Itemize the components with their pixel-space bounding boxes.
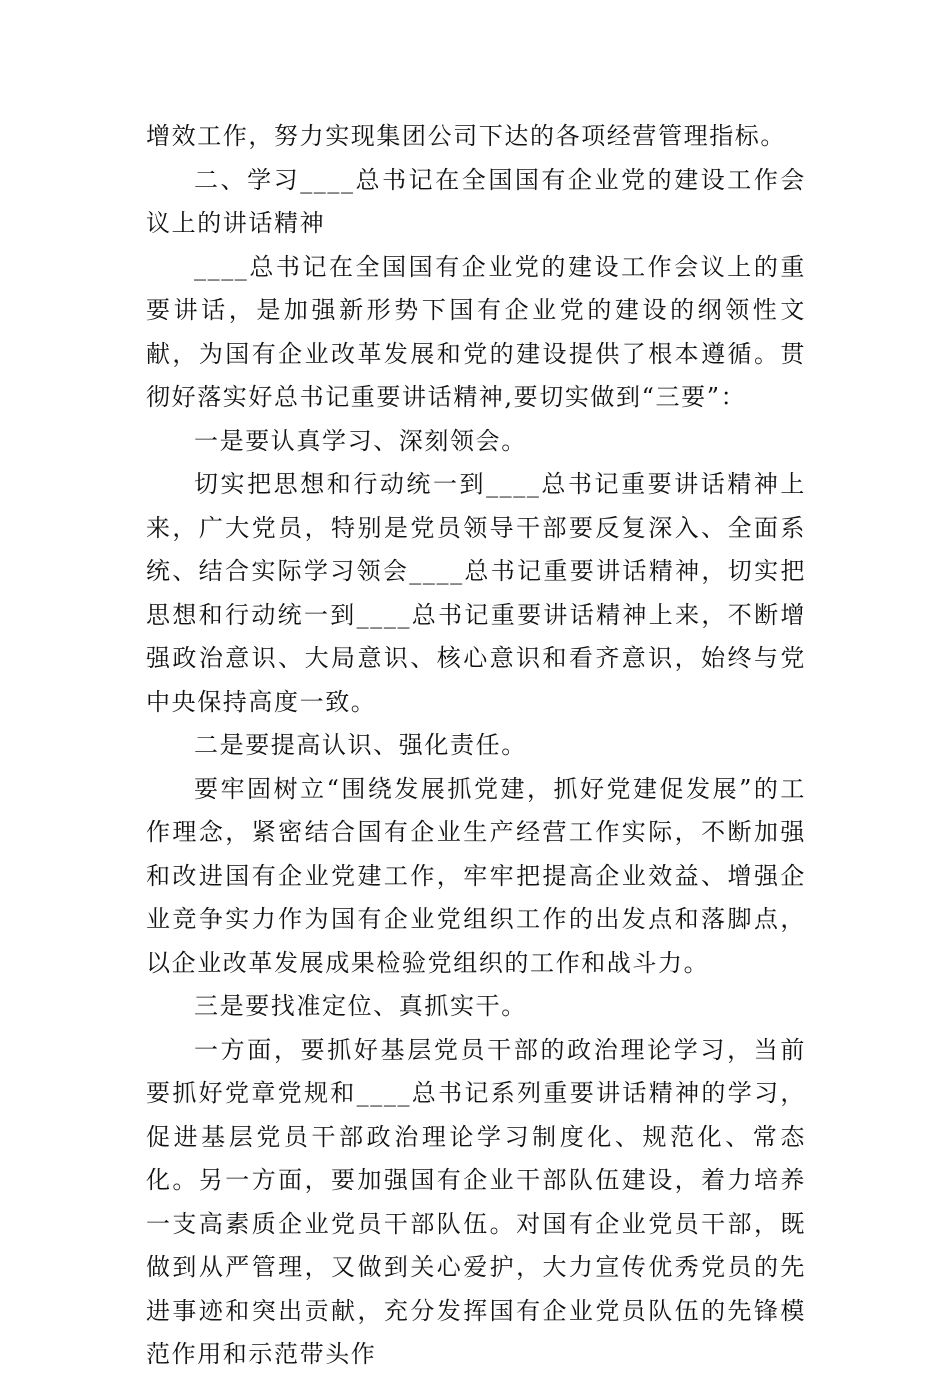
point-1-body: 切实把思想和行动统一到____总书记重要讲话精神上来，广大党员，特别是党员领导干部要反复深入、全面系统、结合实际学习领会____总书记重要讲话精神，切实把思想和行动统一到____总书记重要讲话精神上来，不断增强政治意识、大局意识、核心意识和看齐意识，始终与党中央保持高度一致。 [146,470,806,716]
document-body [146,115,806,1377]
section-heading-2: 二、学习____总书记在全国国有企业党的建设工作会议上的讲话精神 [146,165,806,237]
point-2-body: 要牢固树立“围绕发展抓党建，抓好党建促发展”的工作理念，紧密结合国有企业生产经营工作实际，不断加强和改进国有企业党建工作，牢牢把提高企业效益、增强企业竞争实力作为国有企业党组织工作的出发点和落脚点，以企业改革发展成果检验党组织的工作和战斗力。 [146,774,806,977]
paragraph-speech-intro: ____总书记在全国国有企业党的建设工作会议上的重要讲话，是加强新形势下国有企业党的建设的纲领性文献，为国有企业改革发展和党的建设提供了根本遵循。贯彻好落实好总书记重要讲话精神,要切实做到“三要”： [146,252,806,411]
point-1-heading: 一是要认真学习、深刻领会。 [194,426,527,455]
paragraph-continuation: 增效工作，努力实现集团公司下达的各项经营管理指标。 [146,122,786,150]
point-2-heading: 二是要提高认识、强化责任。 [194,731,527,759]
point-3-body: 一方面，要抓好基层党员干部的政治理论学习，当前要抓好党章党规和____总书记系列重要讲话精神的学习，促进基层党员干部政治理论学习制度化、规范化、常态化。另一方面，要加强国有企业干部队伍建设，着力培养一支高素质企业党员干部队伍。对国有企业党员干部，既做到从严管理，又做到关心爱护，大力宣传优秀党员的先进事迹和突出贡献，充分发挥国有企业党员队伍的先锋模范作用和示范带头作 [146,1035,806,1368]
point-3-heading: 三是要找准定位、真抓实干。 [194,992,527,1020]
